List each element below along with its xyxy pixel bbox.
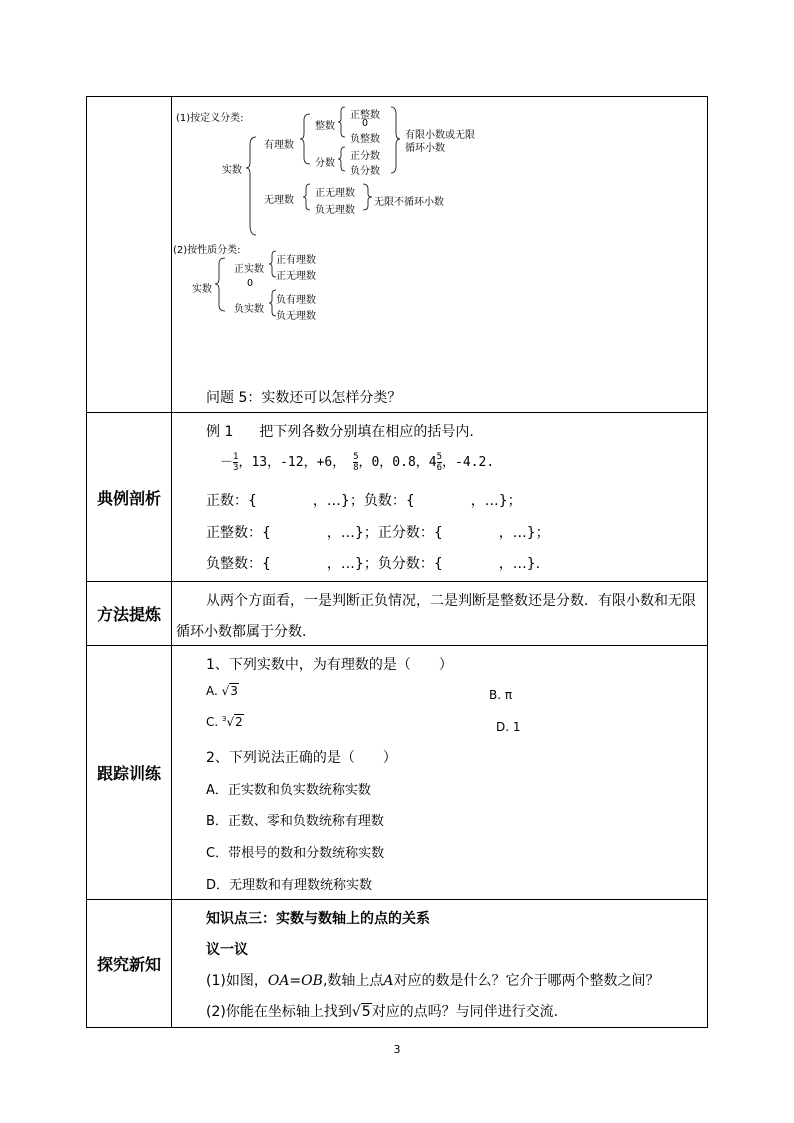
practice-cell xyxy=(172,646,708,900)
classification-label-cell xyxy=(87,97,172,413)
example-instruction: 把下列各数分别填在相应的括号内. xyxy=(259,424,474,440)
irrational-brace xyxy=(302,183,312,213)
example-row xyxy=(87,413,708,582)
fraction-five-sixths: $\frac{5}{6}$ xyxy=(436,452,443,473)
blank-line-2: 正整数：{ ，…}；正分数：{ ，…}； xyxy=(206,525,550,541)
negative-real: 负实数 xyxy=(234,304,264,315)
example-title-line xyxy=(206,421,474,441)
mixed-whole: 4 xyxy=(428,455,437,470)
negative-fraction: 负分数 xyxy=(350,166,380,177)
blank-line-3: 负整数：{ ，…}；负分数：{ ，…}. xyxy=(206,556,541,572)
discuss-heading: 议一议 xyxy=(206,942,248,958)
definition-root: 实数 xyxy=(222,165,242,176)
practice-label: 跟踪训练 xyxy=(87,646,172,900)
method-label: 方法提炼 xyxy=(87,582,172,646)
method-line-1: 从两个方面看，一是判断正负情况，二是判断是整数还是分数．有限小数和无限 xyxy=(206,593,696,609)
method-cell xyxy=(172,582,708,646)
question-5: 问题 5：实数还可以怎样分类？ xyxy=(206,390,402,406)
positive-irrational: 正无理数 xyxy=(315,188,355,199)
rational-brace xyxy=(300,112,312,182)
fraction-five-eighths: $\frac{5}{8}$ xyxy=(353,452,359,473)
positive-fraction: 正分数 xyxy=(350,151,380,162)
integer-brace xyxy=(337,106,347,140)
method-line-2: 循环小数都属于分数. xyxy=(176,624,307,640)
q2-text: 2、下列说法正确的是（ ） xyxy=(206,750,397,766)
property-root: 实数 xyxy=(192,284,212,295)
rational-note-2: 循环小数 xyxy=(405,143,445,154)
numbers-after: ，0，0.8， xyxy=(358,455,429,470)
rational-note-1: 有限小数或无限 xyxy=(405,130,475,141)
property-title: (2)按性质分类: xyxy=(173,245,241,256)
knowledge-point-title: 知识点三：实数与数轴上的点的关系 xyxy=(206,911,430,927)
zero-def: 0 xyxy=(362,118,369,129)
fraction-one-third: $\frac{1}{3}$ xyxy=(233,452,239,473)
cube-root-icon: √ xyxy=(226,715,235,729)
explore-cell xyxy=(172,900,708,1028)
explore-row xyxy=(87,900,708,1028)
q1-option-d[interactable]: D. 1 xyxy=(496,720,521,734)
property-root-brace xyxy=(215,257,227,315)
example-cell xyxy=(172,413,708,582)
blank-line-1: 正数：{ ，…}；负数：{ ，…}； xyxy=(206,493,522,509)
q1-option-c[interactable]: C. $^3$√2 xyxy=(206,715,243,729)
pos-rational: 正有理数 xyxy=(276,255,316,266)
example-title: 例 1 xyxy=(206,424,234,440)
q1-option-b[interactable]: B. π xyxy=(489,688,513,702)
q1-option-a[interactable]: A. √3 xyxy=(206,684,238,698)
negative-irrational: 负无理数 xyxy=(315,205,355,216)
q2-option-c[interactable]: C．带根号的数和分数统称实数 xyxy=(206,846,385,861)
negative-integer: 负整数 xyxy=(350,134,380,145)
rational-right-brace xyxy=(390,106,402,176)
q2-option-b[interactable]: B．正数、零和负数统称有理数 xyxy=(206,814,384,829)
definition-root-brace xyxy=(246,135,258,245)
irrational-label: 无理数 xyxy=(264,195,294,206)
fraction-label: 分数 xyxy=(315,158,335,169)
example-label: 典例剖析 xyxy=(87,413,172,582)
lesson-table xyxy=(86,96,708,1028)
rational-label: 有理数 xyxy=(264,140,294,151)
irrational-note: 无限不循环小数 xyxy=(374,197,444,208)
minus-sign: － xyxy=(220,455,234,470)
explore-q1: (1)如图，OA=OB,数轴上点A对应的数是什么？它介于哪两个整数之间？ xyxy=(206,973,660,989)
positive-real: 正实数 xyxy=(234,264,264,275)
sqrt-icon: √ xyxy=(221,684,230,698)
definition-title: (1)按定义分类: xyxy=(176,113,244,124)
positive-integer: 正整数 xyxy=(350,110,380,121)
fraction-brace xyxy=(337,146,347,174)
sqrt-icon: √ xyxy=(351,1004,361,1020)
page-number: 3 xyxy=(393,1043,401,1056)
q2-option-d[interactable]: D．无理数和有理数统称实数 xyxy=(206,878,373,893)
number-list xyxy=(220,451,494,473)
pos-irrational: 正无理数 xyxy=(276,271,316,282)
integer-label: 整数 xyxy=(315,121,335,132)
neg-irrational: 负无理数 xyxy=(276,311,316,322)
q2-option-a[interactable]: A．正实数和负实数统称实数 xyxy=(206,783,371,798)
explore-label: 探究新知 xyxy=(87,900,172,1028)
numbers-middle: ，13，-12，+6， xyxy=(238,455,346,470)
classification-row xyxy=(87,97,708,413)
numbers-end: ，-4.2. xyxy=(442,455,495,470)
neg-rational: 负有理数 xyxy=(276,295,316,306)
practice-row xyxy=(87,646,708,900)
zero-prop: 0 xyxy=(247,278,254,289)
explore-q2: (2)你能在坐标轴上找到√5对应的点吗？与同伴进行交流. xyxy=(206,1004,559,1020)
method-row xyxy=(87,582,708,646)
classification-cell xyxy=(172,97,708,413)
irrational-right-brace xyxy=(362,183,374,213)
q1-text: 1、下列实数中，为有理数的是（ ） xyxy=(206,657,453,673)
